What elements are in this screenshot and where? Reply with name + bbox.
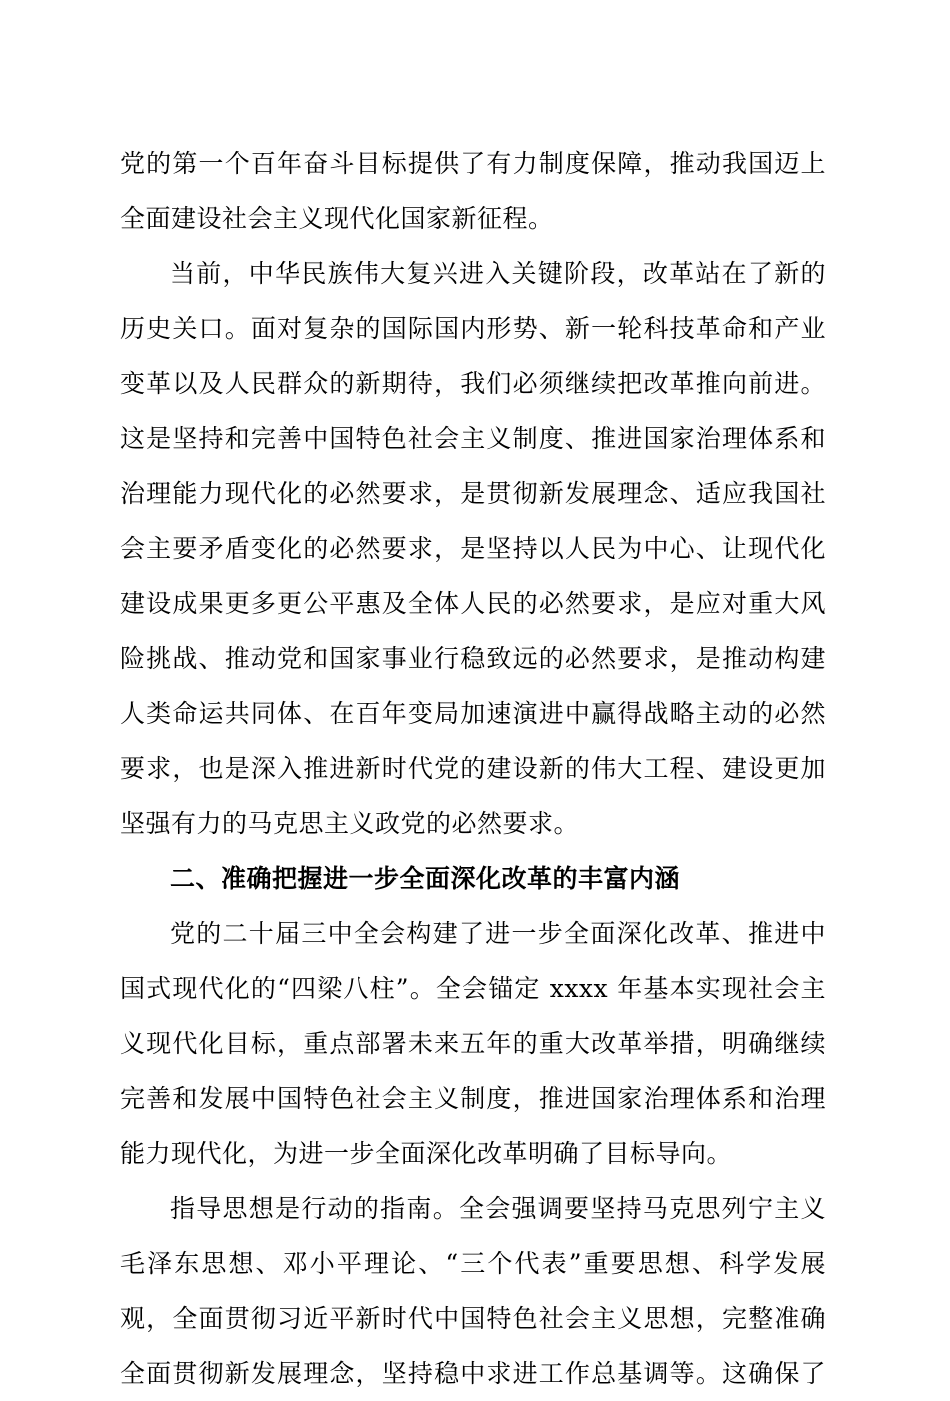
text-line: 全面建设社会主义现代化国家新征程。 xyxy=(120,204,554,233)
text-line: 指导思想是行动的指南。全会强调要坚持马克思列宁主义 xyxy=(170,1194,826,1223)
text-line: 会主要矛盾变化的必然要求，是坚持以人民为中心、让现代化 xyxy=(120,534,826,563)
text-line: 党的第一个百年奋斗目标提供了有力制度保障，推动我国迈上 xyxy=(120,149,826,178)
text-line: 要求，也是深入推进新时代党的建设新的伟大工程、建设更加 xyxy=(120,754,826,783)
text-line: 毛泽东思想、邓小平理论、“三个代表”重要思想、科学发展 xyxy=(120,1249,826,1278)
text-line: 观，全面贯彻习近平新时代中国特色社会主义思想，完整准确 xyxy=(120,1304,826,1333)
paragraph-1 xyxy=(120,136,826,246)
section-heading xyxy=(120,851,826,906)
text-line: 完善和发展中国特色社会主义制度，推进国家治理体系和治理 xyxy=(120,1084,826,1113)
text-line: 历史关口。面对复杂的国际国内形势、新一轮科技革命和产业 xyxy=(120,314,826,343)
text-line: 治理能力现代化的必然要求，是贯彻新发展理念、适应我国社 xyxy=(120,479,826,508)
text-line: 义现代化目标，重点部署未来五年的重大改革举措，明确继续 xyxy=(120,1029,826,1058)
text-line: 坚强有力的马克思主义政党的必然要求。 xyxy=(120,809,580,838)
text-line: 全面贯彻新发展理念，坚持稳中求进工作总基调等。这确保了 xyxy=(120,1359,826,1388)
text-line: 变革以及人民群众的新期待，我们必须继续把改革推向前进。 xyxy=(120,369,826,398)
text-line: 这是坚持和完善中国特色社会主义制度、推进国家治理体系和 xyxy=(120,424,826,453)
section-heading-text: 二、准确把握进一步全面深化改革的丰富内涵 xyxy=(170,864,681,893)
paragraph-2 xyxy=(120,246,826,851)
document-body xyxy=(120,136,826,1401)
text-line: 人类命运共同体、在百年变局加速演进中赢得战略主动的必然 xyxy=(120,699,826,728)
text-line: 当前，中华民族伟大复兴进入关键阶段，改革站在了新的 xyxy=(170,259,826,288)
text-line: 国式现代化的“四梁八柱”。全会锚定 xxxx 年基本实现社会主 xyxy=(120,974,826,1003)
text-line: 能力现代化，为进一步全面深化改革明确了目标导向。 xyxy=(120,1139,733,1168)
paragraph-3 xyxy=(120,906,826,1181)
text-line: 党的二十届三中全会构建了进一步全面深化改革、推进中 xyxy=(170,919,826,948)
text-line: 建设成果更多更公平惠及全体人民的必然要求，是应对重大风 xyxy=(120,589,826,618)
text-line: 险挑战、推动党和国家事业行稳致远的必然要求，是推动构建 xyxy=(120,644,826,673)
paragraph-4 xyxy=(120,1181,826,1401)
